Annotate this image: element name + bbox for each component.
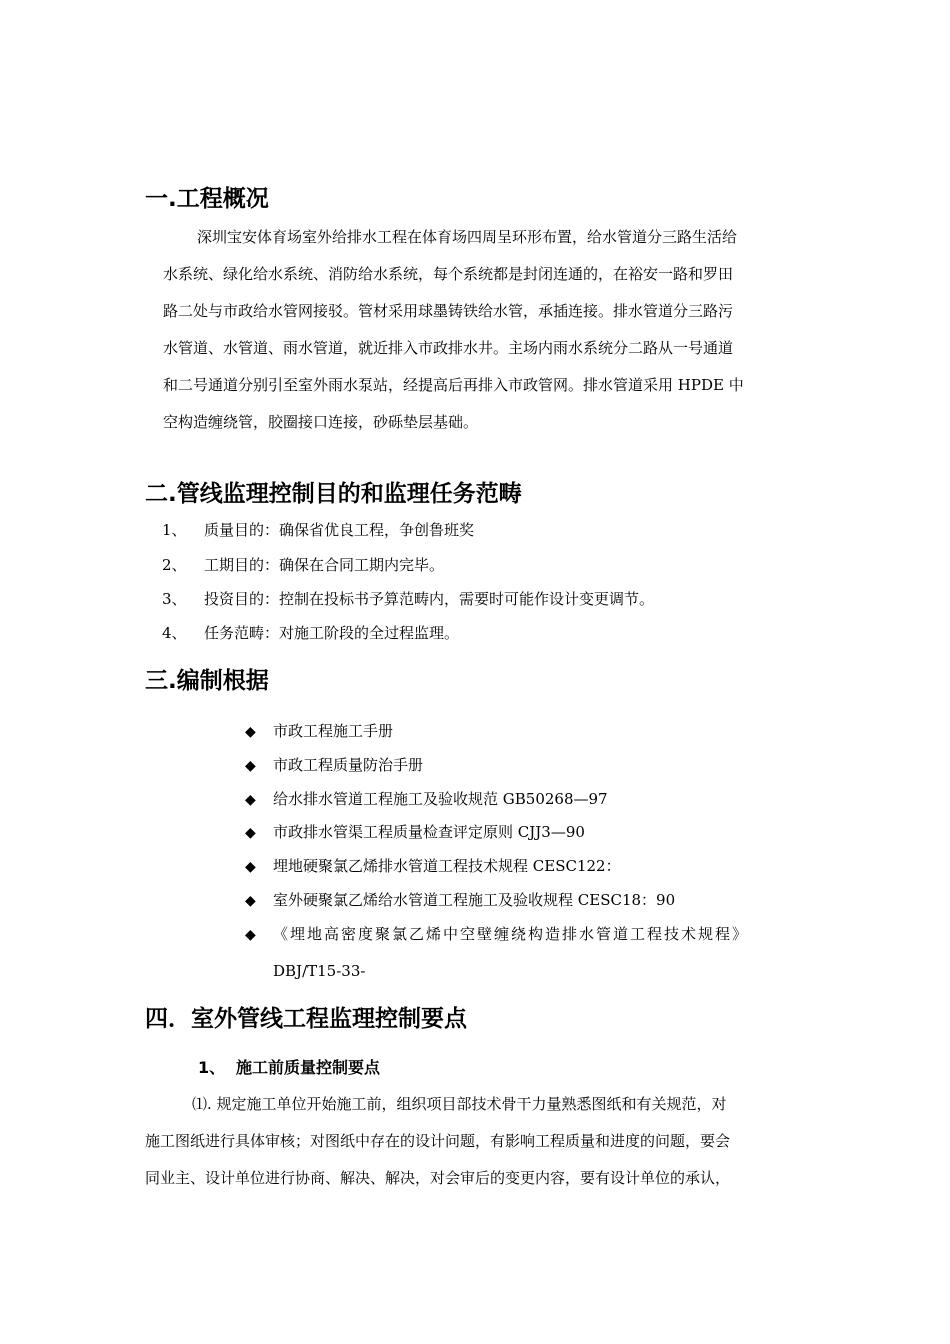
section-1-line-6: 空构造缠绕管，胶圈接口连接，砂砾垫层基础。 bbox=[163, 413, 479, 431]
diamond-bullet-icon: ◆ bbox=[245, 724, 256, 740]
goal-item-number: 2、 bbox=[162, 556, 187, 574]
goal-item bbox=[162, 520, 474, 540]
reference-item bbox=[245, 924, 749, 945]
reference-item-text: 给水排水管道工程施工及验收规范 GB50268—97 bbox=[273, 790, 608, 808]
goal-item-text: 投资目的：控制在投标书予算范畴内，需要时可能作设计变更调节。 bbox=[204, 590, 655, 608]
section-1-line-1: 深圳宝安体育场室外给排水工程在体育场四周呈环形布置，给水管道分三路生活给 bbox=[197, 228, 738, 246]
goal-item-number: 1、 bbox=[162, 521, 187, 539]
section-3-heading: 三.编制根据 bbox=[145, 668, 269, 694]
goal-item bbox=[162, 589, 654, 609]
reference-item-text: 市政排水管渠工程质量检查评定原则 CJJ3—90 bbox=[273, 823, 585, 841]
section-1-line-4: 水管道、水管道、雨水管道，就近排入市政排水井。主场内雨水系统分二路从一号通道 bbox=[163, 339, 734, 357]
diamond-bullet-icon: ◆ bbox=[245, 859, 256, 875]
reference-item bbox=[245, 856, 621, 877]
reference-item-text: 埋地硬聚氯乙烯排水管道工程技术规程 CESC122： bbox=[273, 857, 621, 875]
section-4-line-1: ⑴. 规定施工单位开始施工前，组织项目部技术骨干力量熟悉图纸和有关规范，对 bbox=[192, 1095, 727, 1113]
goal-item-text: 工期目的：确保在合同工期内完毕。 bbox=[204, 556, 445, 574]
goal-item-number: 4、 bbox=[162, 624, 187, 642]
section-1-line-2: 水系统、绿化给水系统、消防给水系统，每个系统都是封闭连通的，在裕安一路和罗田 bbox=[163, 265, 734, 283]
reference-item-continuation: DBJ/T15-33- bbox=[273, 962, 366, 980]
goal-item-number: 3、 bbox=[162, 590, 187, 608]
diamond-bullet-icon: ◆ bbox=[245, 792, 256, 808]
reference-item-text: 室外硬聚氯乙烯给水管道工程施工及验收规程 CESC18：90 bbox=[273, 891, 676, 909]
section-1-heading: 一.工程概况 bbox=[145, 186, 269, 212]
subsection-title: 施工前质量控制要点 bbox=[236, 1058, 381, 1077]
reference-item bbox=[245, 789, 608, 810]
goal-item-text: 任务范畴：对施工阶段的全过程监理。 bbox=[204, 624, 460, 642]
goal-item bbox=[162, 555, 444, 575]
section-4-heading: 四．室外管线工程监理控制要点 bbox=[145, 1006, 467, 1032]
reference-item-text: 市政工程质量防治手册 bbox=[273, 756, 424, 774]
diamond-bullet-icon: ◆ bbox=[245, 893, 256, 909]
diamond-bullet-icon: ◆ bbox=[245, 758, 256, 774]
subsection-heading bbox=[198, 1057, 380, 1079]
section-4-line-3: 同业主、设计单位进行协商、解决、解决，对会审后的变更内容，要有设计单位的承认， bbox=[145, 1169, 731, 1187]
section-1-line-3: 路二处与市政给水管网接驳。管材采用球墨铸铁给水管，承插连接。排水管道分三路污 bbox=[163, 302, 734, 320]
reference-item bbox=[245, 755, 423, 776]
subsection-number: 1、 bbox=[198, 1058, 226, 1077]
reference-item-text: 市政工程施工手册 bbox=[273, 722, 394, 740]
reference-item bbox=[245, 721, 393, 742]
section-1-line-5: 和二号通道分别引至室外雨水泵站，经提高后再排入市政管网。排水管道采用 HPDE 中 bbox=[163, 376, 744, 394]
diamond-bullet-icon: ◆ bbox=[245, 825, 256, 841]
reference-item bbox=[245, 890, 675, 911]
goal-item bbox=[162, 623, 459, 643]
section-2-heading: 二.管线监理控制目的和监理任务范畴 bbox=[145, 481, 522, 507]
reference-item-text: 《埋地高密度聚氯乙烯中空壁缠绕构造排水管道工程技术规程》 bbox=[273, 925, 750, 943]
section-4-line-2: 施工图纸进行具体审核；对图纸中存在的设计问题，有影响工程质量和进度的问题，要会 bbox=[145, 1132, 731, 1150]
goal-item-text: 质量目的：确保省优良工程，争创鲁班奖 bbox=[204, 521, 475, 539]
reference-item bbox=[245, 822, 585, 843]
diamond-bullet-icon: ◆ bbox=[245, 927, 258, 943]
